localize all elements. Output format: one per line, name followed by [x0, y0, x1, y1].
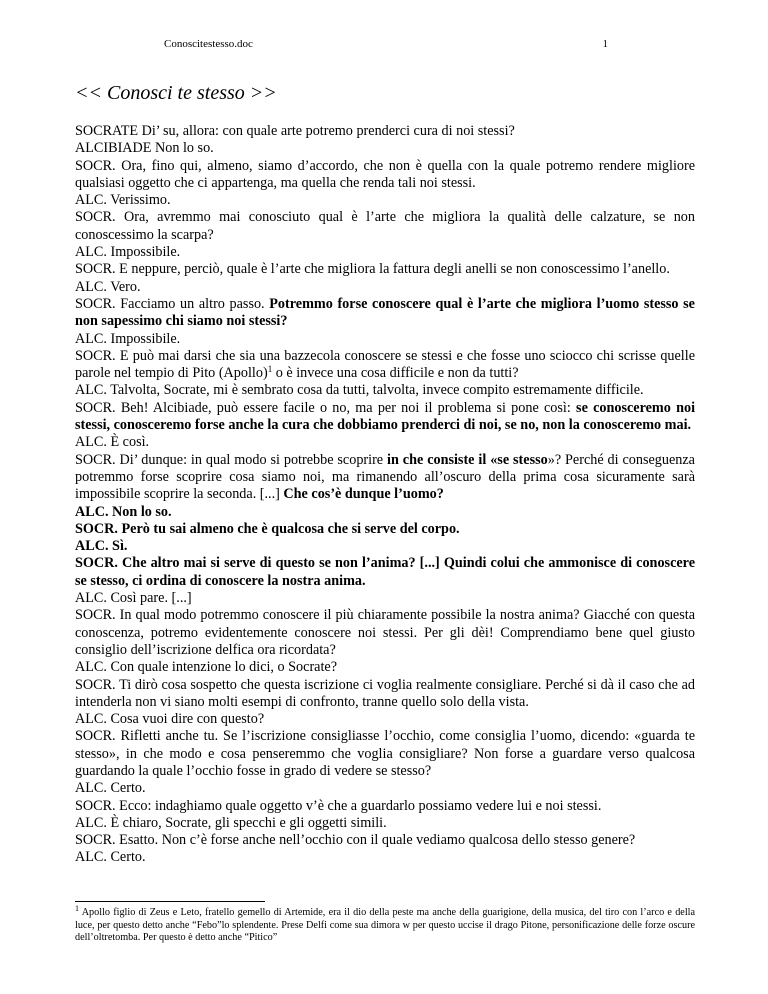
dialogue-line — [75, 849, 695, 866]
bold-text: se conosceremo noi stessi, conosceremo forse anche la cura che dobbiamo prenderci di noi, se no, non la conosceremo mai. — [75, 399, 696, 434]
text-segment: ALC. Impossibile. — [75, 330, 181, 347]
bold-text: in che consiste il «se stesso — [387, 451, 548, 468]
page-header — [164, 38, 608, 52]
bold-text: SOCR. Però tu sai almeno che è qualcosa che si serve del corpo. — [75, 520, 460, 537]
text-segment: SOCR. Facciamo un altro passo. — [75, 295, 270, 312]
text-segment: ALC. Impossibile. — [75, 244, 181, 261]
dialogue-line — [75, 382, 695, 399]
dialogue-line — [75, 590, 695, 607]
text-segment: SOCRATE Di’ su, allora: con quale arte potremo prenderci cura di noi stessi? — [75, 123, 515, 139]
bold-text: Che cos’è dunque l’uomo? — [283, 486, 444, 503]
dialogue-line — [75, 279, 695, 296]
text-segment: ALC. Certo. — [75, 780, 146, 797]
footnote-marker: 1 — [75, 904, 79, 913]
dialogue-line — [75, 209, 695, 244]
text-segment: SOCR. Beh! Alcibiade, può essere facile o no, ma per noi il problema si pone così: — [75, 399, 577, 416]
dialogue-line — [75, 521, 695, 538]
dialogue-line — [75, 261, 695, 278]
dialogue-line — [75, 780, 695, 797]
dialogue-line — [75, 677, 695, 712]
bold-text: Potremmo forse conoscere qual è l’arte che migliora l’uomo stesso se non sapessimo chi siamo noi stessi? — [75, 295, 695, 330]
dialogue-line — [75, 192, 695, 209]
text-segment: SOCR. Ora, avremmo mai conosciuto qual è l’arte che migliora la qualità delle calzature, se non conoscessimo la scarpa? — [75, 209, 695, 243]
dialogue-line — [75, 711, 695, 728]
page-number: 1 — [602, 38, 608, 50]
dialogue-line — [75, 659, 695, 676]
text-segment: ALC. Certo. — [75, 849, 146, 866]
dialogue-line — [75, 538, 695, 555]
dialogue-line — [75, 555, 695, 590]
text-segment: SOCR. Ora, fino qui, almeno, siamo d’accordo, che non è quella con la quale potremo rendere migliore qualsiasi oggetto che ci appartenga, ma quella che renda tali noi stessi. — [75, 157, 695, 191]
text-segment: SOCR. Di’ dunque: in qual modo si potrebbe scoprire — [75, 451, 388, 468]
dialogue-line — [75, 158, 695, 193]
dialogue-body — [75, 123, 695, 867]
footnote-divider — [75, 901, 265, 902]
document-filename: Conoscitestesso.doc — [164, 38, 253, 50]
text-segment: »? Perché di conseguenza potremmo forse scoprire cosa siamo noi, ma rimanendo all’oscuro della prima cosa sicuramente sarà impossibile scoprire la seconda. [...] — [75, 451, 695, 503]
dialogue-line — [75, 140, 695, 157]
footnote-reference: 1 — [267, 364, 273, 375]
dialogue-line — [75, 331, 695, 348]
dialogue-line — [75, 832, 695, 849]
text-segment: ALC. È così. — [75, 434, 150, 451]
bold-text: SOCR. Che altro mai si serve di questo se non l’anima? [...] Quindi colui che ammonisce di conoscere se stesso, ci ordina di conoscere la nostra anima. — [75, 555, 695, 589]
dialogue-line — [75, 400, 695, 435]
text-segment: ALC. Verissimo. — [75, 192, 171, 209]
text-segment: SOCR. E può mai darsi che sia una bazzecola conoscere se stessi e che fosse uno sciocco chi scrisse quelle parole nel tempio di Pito (Apollo) — [75, 347, 695, 382]
text-segment: SOCR. Ti dirò cosa sospetto che questa iscrizione ci voglia realmente consigliare. Perché si dà il caso che ad intenderla non vi siano molti esempi di confronto, tranne quello solo della vista. — [75, 676, 695, 710]
footnote-text: Apollo figlio di Zeus e Leto, fratello gemello di Artemide, era il dio della peste ma anche della guarigione, della musica, del tiro con l’arco e della luce, per questo detto anche “Febo”lo splendente. Prese Delfi come sua dimora w per questo uccise il drago Pitone, personificazione delle forze oscure dell’oltretomba. Per questo è detto anche “Pitico” — [75, 907, 695, 944]
text-segment: SOCR. Ecco: indaghiamo quale oggetto v’è che a guardarlo possiamo vedere lui e noi stessi. — [75, 797, 602, 814]
text-segment: SOCR. Esatto. Non c’è forse anche nell’occhio con il quale vediamo qualcosa dello stesso genere? — [75, 832, 636, 849]
dialogue-line — [75, 296, 695, 331]
dialogue-line — [75, 798, 695, 815]
dialogue-line — [75, 348, 695, 383]
footnote — [75, 904, 695, 945]
bold-text: ALC. Sì. — [75, 538, 128, 555]
dialogue-line — [75, 434, 695, 451]
bold-text: ALC. Non lo so. — [75, 503, 172, 520]
text-segment: ALC. Talvolta, Socrate, mi è sembrato cosa da tutti, talvolta, invece compito estremamente difficile. — [75, 382, 644, 399]
dialogue-line — [75, 244, 695, 261]
text-segment: ALC. Cosa vuoi dire con questo? — [75, 711, 265, 728]
text-segment: SOCR. E neppure, perciò, quale è l’arte che migliora la fattura degli anelli se non conoscessimo l’anello. — [75, 261, 670, 278]
dialogue-line — [75, 452, 695, 504]
text-segment: ALC. Con quale intenzione lo dici, o Socrate? — [75, 659, 338, 676]
dialogue-line — [75, 728, 695, 780]
text-segment: SOCR. Rifletti anche tu. Se l’iscrizione consigliasse l’occhio, come consiglia l’uomo, dicendo: «guarda te stesso», in che modo e cosa penseremmo che voglia consigliare? Non forse a guardare verso qualcosa guardando la quale l’occhio fosse in grado di vedere se stesso? — [75, 728, 695, 779]
page-title: << Conosci te stesso >> — [75, 82, 277, 104]
dialogue-line — [75, 123, 695, 140]
text-segment: ALC. Vero. — [75, 278, 141, 295]
text-segment: ALC. È chiaro, Socrate, gli specchi e gli oggetti simili. — [75, 814, 387, 831]
text-segment: o è invece una cosa difficile e non da tutti? — [272, 365, 519, 382]
dialogue-line — [75, 607, 695, 659]
text-segment: SOCR. In qual modo potremmo conoscere il più chiaramente possibile la nostra anima? Giacché con questa conoscenza, potremo evidentemente conoscere noi stessi. Per gli dèi! Comprendiamo bene quel giusto consiglio dell’iscrizione delfica ora ricordata? — [75, 607, 695, 658]
text-segment: ALCIBIADE Non lo so. — [75, 140, 214, 157]
dialogue-line — [75, 504, 695, 521]
text-segment: ALC. Così pare. [...] — [75, 590, 192, 607]
dialogue-line — [75, 815, 695, 832]
